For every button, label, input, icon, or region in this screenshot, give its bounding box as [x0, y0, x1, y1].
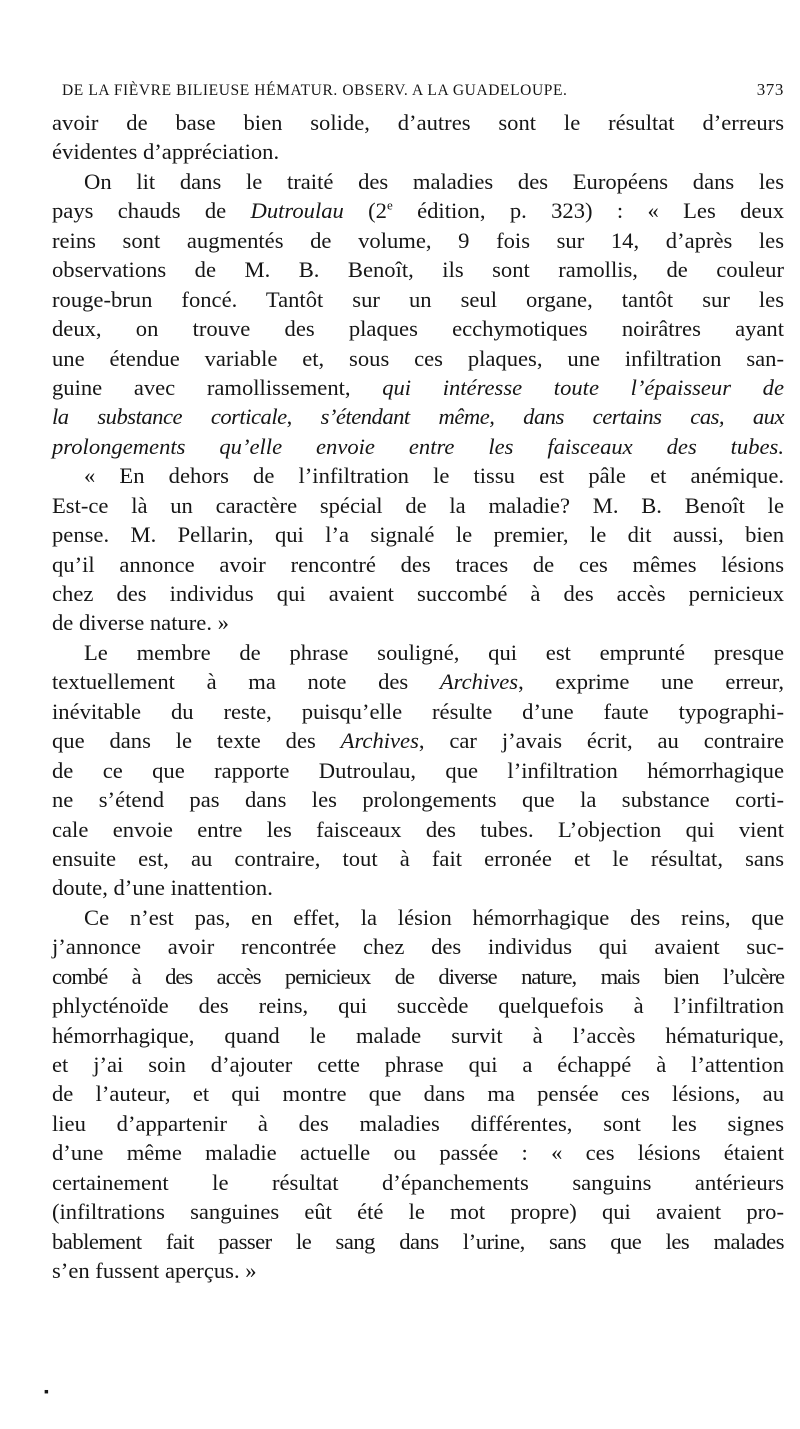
text-line: hémorrhagique, quand le malade survit à l’accès hématurique,: [52, 1022, 784, 1048]
text-line: ne s’étend pas dans les prolongements que la substance corti-: [52, 787, 784, 813]
text-line: combé à des accès pernicieux de diverse nature, mais bien l’ulcère: [52, 963, 784, 989]
text-line: bablement fait passer le sang dans l’urine, sans que les malades: [52, 1228, 784, 1254]
running-header: [62, 80, 784, 106]
text-line: de diverse nature. »: [52, 610, 229, 636]
text-line: (infiltrations sanguines eût été le mot propre) qui avaient pro-: [52, 1199, 784, 1225]
text-line: inévitable du reste, puisqu’elle résulte d’une faute typographi-: [52, 698, 784, 724]
text-line: pense. M. Pellarin, qui l’a signalé le premier, le dit aussi, bien: [52, 522, 784, 548]
text-line: j’annonce avoir rencontrée chez des individus qui avaient suc-: [52, 934, 784, 960]
body-text: [52, 108, 784, 1286]
text-line: doute, d’une inattention.: [52, 875, 273, 901]
text-line: lieu d’appartenir à des maladies différentes, sont les signes: [52, 1110, 784, 1136]
text-line: pays chauds de Dutroulau (2e édition, p. 323) : « Les deux: [52, 197, 784, 224]
text-line: de ce que rapporte Dutroulau, que l’infiltration hémorrhagique: [52, 757, 784, 783]
text-line: On lit dans le traité des maladies des Européens dans les: [84, 168, 784, 194]
text-line: phlycténoïde des reins, qui succède quelquefois à l’infiltration: [52, 993, 784, 1019]
text-line: évidentes d’appréciation.: [52, 139, 280, 165]
text-line: Est-ce là un caractère spécial de la maladie? M. B. Benoît le: [52, 492, 784, 518]
text-line: deux, on trouve des plaques ecchymotiques noirâtres ayant: [52, 316, 784, 342]
text-line: rouge-brun foncé. Tantôt sur un seul organe, tantôt sur les: [52, 286, 784, 312]
text-line: « En dehors de l’infiltration le tissu est pâle et anémique.: [84, 463, 784, 489]
text-line: d’une même maladie actuelle ou passée : « ces lésions étaient: [52, 1140, 784, 1166]
text-line: de l’auteur, et qui montre que dans ma pensée ces lésions, au: [52, 1081, 784, 1107]
text-line: Le membre de phrase souligné, qui est emprunté presque: [84, 639, 784, 665]
text-line: prolongements qu’elle envoie entre les faisceaux des tubes.: [52, 433, 784, 459]
text-line: certainement le résultat d’épanchements sanguins antérieurs: [52, 1169, 784, 1195]
text-line: que dans le texte des Archives, car j’avais écrit, au contraire: [52, 728, 784, 754]
text-line: et j’ai soin d’ajouter cette phrase qui a échappé à l’attention: [52, 1052, 784, 1077]
book-page: [52, 80, 784, 1286]
text-line: la substance corticale, s’étendant même, dans certains cas, aux: [52, 404, 784, 430]
ink-speck: ▪: [44, 1385, 49, 1400]
text-line: reins sont augmentés de volume, 9 fois sur 14, d’après les: [52, 227, 784, 253]
text-line: chez des individus qui avaient succombé à des accès pernicieux: [52, 581, 784, 606]
text-line: observations de M. B. Benoît, ils sont ramollis, de couleur: [52, 257, 784, 283]
text-line: qu’il annonce avoir rencontré des traces de ces mêmes lésions: [52, 551, 784, 577]
text-line: avoir de base bien solide, d’autres sont le résultat d’erreurs: [52, 110, 784, 135]
running-title: DE LA FIÈVRE BILIEUSE HÉMATUR. OBSERV. A LA GUADELOUPE.: [62, 82, 568, 99]
text-line: cale envoie entre les faisceaux des tubes. L’objection qui vient: [52, 816, 784, 842]
page-number: 373: [756, 80, 784, 99]
text-line: une étendue variable et, sous ces plaques, une infiltration san-: [52, 345, 784, 371]
text-line: textuellement à ma note des Archives, exprime une erreur,: [52, 669, 784, 695]
text-line: Ce n’est pas, en effet, la lésion hémorrhagique des reins, que: [84, 904, 784, 930]
text-line: guine avec ramollissement, qui intéresse toute l’épaisseur de: [52, 374, 784, 400]
text-line: ensuite est, au contraire, tout à fait erronée et le résultat, sans: [52, 845, 784, 871]
text-line: s’en fussent aperçus. »: [52, 1258, 257, 1284]
